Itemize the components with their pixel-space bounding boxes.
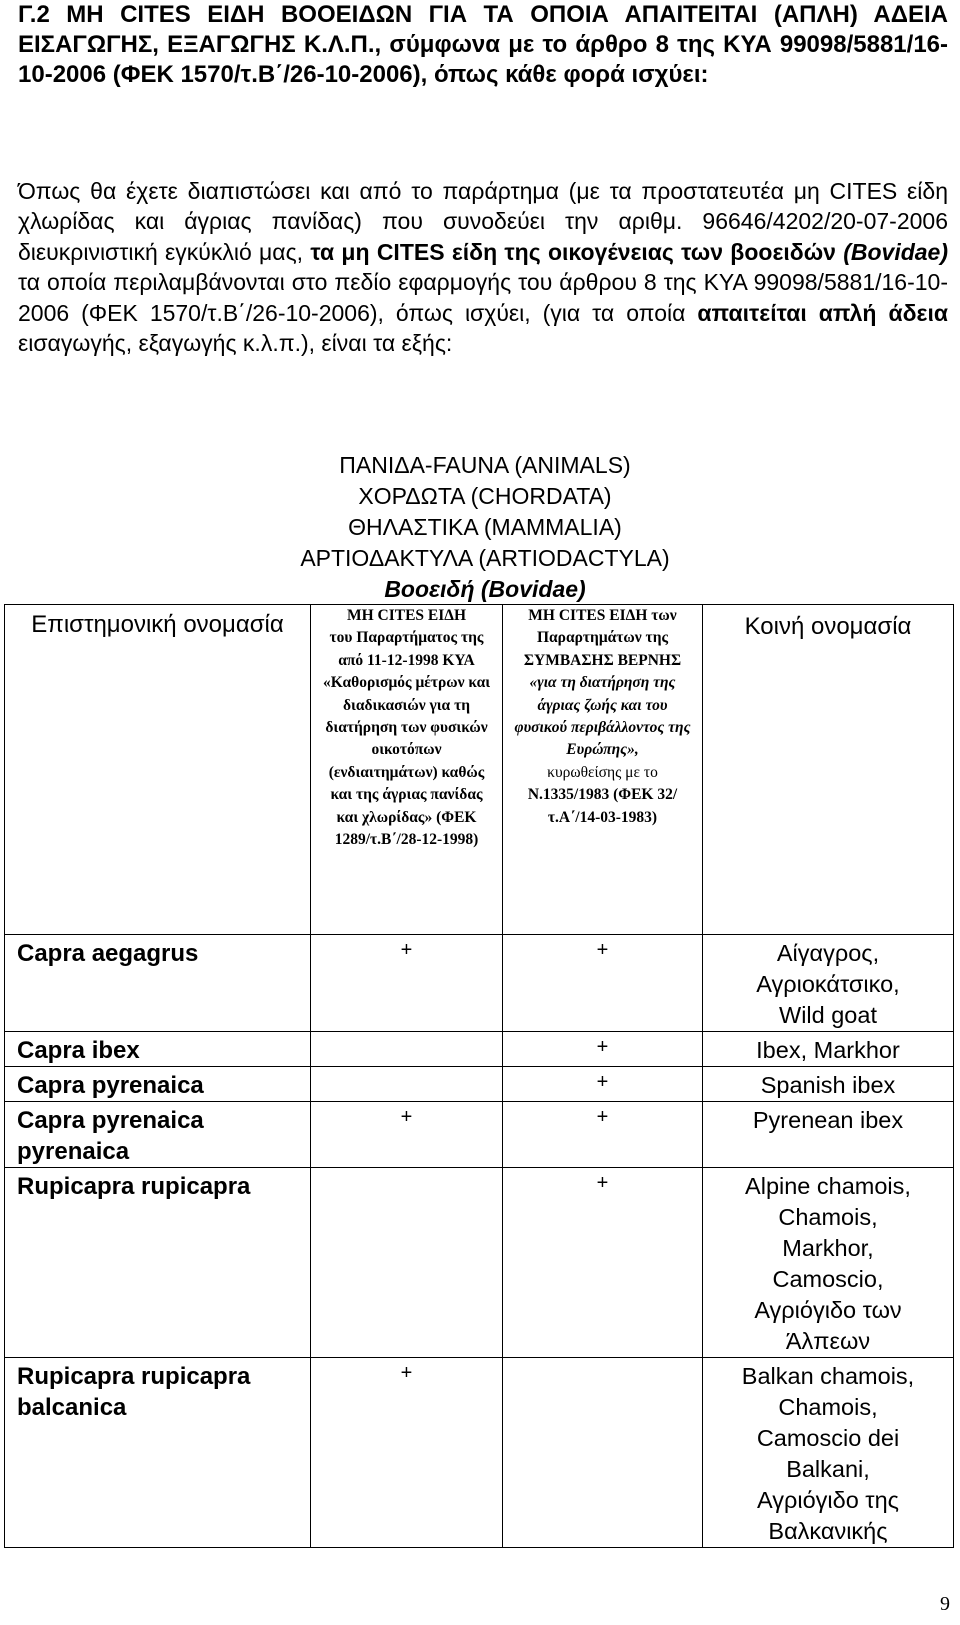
row-4-scientific: Capra pyrenaica pyrenaica	[5, 1102, 311, 1168]
header-annex-1998	[311, 605, 503, 935]
header-annex-1998-body: του Παραρτήματος της από 11-12-1998 ΚΥΑ «Καθορισμός μέτρων και διαδικασιών για τη διατήρηση των φυσικών οικοτόπων (ενδιαιτημάτων) καθώς και της άγριας πανίδας και χλωρίδας» (ΦΕΚ 1289/τ.Β΄/28-12-1998)	[322, 629, 491, 849]
table-row	[5, 1358, 954, 1548]
taxonomy-family: Βοοειδή (Bovidae)	[384, 576, 586, 602]
intro-bold-2: απαιτείται απλή άδεια	[697, 299, 948, 326]
row-2-common: Ibex, Markhor	[703, 1032, 954, 1067]
header-common-name: Κοινή ονομασία	[703, 605, 954, 935]
table-header-row	[5, 605, 954, 935]
row-4-annex-mark: +	[311, 1102, 503, 1168]
taxonomy-kingdom: ΠΑΝΙΔΑ-FAUNA (ANIMALS)	[339, 452, 631, 478]
table-row	[5, 1067, 954, 1102]
table-row	[5, 1032, 954, 1067]
header-annex-1998-title: ΜΗ CITES ΕΙΔΗ	[346, 607, 467, 624]
row-2-annex-mark	[311, 1032, 503, 1067]
table-row	[5, 1102, 954, 1168]
taxonomy-order: ΑΡΤΙΟΔΑΚΤΥΛΑ (ARTIODACTYLA)	[300, 545, 670, 571]
row-3-bern-mark: +	[503, 1067, 703, 1102]
taxonomy-block	[165, 450, 805, 605]
row-3-annex-mark	[311, 1067, 503, 1102]
taxonomy-phylum: ΧΟΡΔΩΤΑ (CHORDATA)	[358, 483, 612, 509]
row-6-annex-mark: +	[311, 1358, 503, 1548]
row-6-bern-mark	[503, 1358, 703, 1548]
row-2-scientific: Capra ibex	[5, 1032, 311, 1067]
row-1-annex-mark: +	[311, 935, 503, 1032]
section-heading: Γ.2 ΜΗ CITES ΕΙΔΗ ΒΟΟΕΙΔΩΝ ΓΙΑ ΤΑ ΟΠΟΙΑ ΑΠΑΙΤΕΙΤΑΙ (ΑΠΛΗ) ΑΔΕΙΑ ΕΙΣΑΓΩΓΗΣ, ΕΞΑΓΩΓΗΣ Κ.Λ.Π., σύμφωνα με το άρθρο 8 της ΚΥΑ 99098/5881/16-10-2006 (ΦΕΚ 1570/τ.Β΄/26-10-2006), όπως κάθε φορά ισχύει:	[18, 1, 948, 88]
header-bern-law: Ν.1335/1983 (ΦΕΚ 32/τ.Α΄/14-03-1983)	[527, 786, 678, 826]
header-bern-italic: «για τη διατήρηση της άγριας ζωής και του φυσικού περιβάλλοντος της Ευρώπης»,	[514, 674, 691, 759]
row-6-common: Balkan chamois, Chamois, Camoscio dei Balkani, Αγριόγιδο της Βαλκανικής	[703, 1358, 954, 1548]
intro-text-3: εισαγωγής, εξαγωγής κ.λ.π.), είναι τα εξής:	[18, 330, 453, 357]
row-4-bern-mark: +	[503, 1102, 703, 1168]
row-2-bern-mark: +	[503, 1032, 703, 1067]
intro-bold-italic-1: (Bovidae)	[843, 238, 949, 265]
row-1-scientific: Capra aegagrus	[5, 935, 311, 1032]
row-5-scientific: Rupicapra rupicapra	[5, 1168, 311, 1358]
taxonomy-class: ΘΗΛΑΣΤΙΚΑ (MAMMALIA)	[348, 514, 622, 540]
row-5-common: Alpine chamois, Chamois, Markhor, Camoscio, Αγριόγιδο των Άλπεων	[703, 1168, 954, 1358]
row-3-common: Spanish ibex	[703, 1067, 954, 1102]
row-6-scientific: Rupicapra rupicapra balcanica	[5, 1358, 311, 1548]
intro-text-2: τα οποία περιλαμβάνονται στο πεδίο εφαρμογής του άρθρου 8 της ΚΥΑ 99098/5881/16-10-2006 (ΦΕΚ 1570/τ.Β΄/26-10-2006), όπως ισχύει, (για τα οποία	[18, 269, 948, 326]
header-bern-convention	[503, 605, 703, 935]
intro-bold-1: τα μη CITES είδη της οικογένειας των βοοειδών	[310, 238, 836, 265]
row-5-annex-mark	[311, 1168, 503, 1358]
row-1-common: Αίγαγρος, Αγριοκάτσικο, Wild goat	[703, 935, 954, 1032]
header-bern-plain: κυρωθείσης με το	[547, 763, 658, 781]
species-table	[4, 604, 954, 1548]
row-1-bern-mark: +	[503, 935, 703, 1032]
table-row	[5, 935, 954, 1032]
row-4-common: Pyrenean ibex	[703, 1102, 954, 1168]
table-row	[5, 1168, 954, 1358]
page-number: 9	[940, 1593, 950, 1615]
row-5-bern-mark: +	[503, 1168, 703, 1358]
header-bern-title: ΜΗ CITES ΕΙΔΗ των Παραρτημάτων της ΣΥΜΒΑΣΗΣ ΒΕΡΝΗΣ	[523, 607, 682, 669]
intro-paragraph	[18, 176, 948, 358]
row-3-scientific: Capra pyrenaica	[5, 1067, 311, 1102]
header-scientific-name: Επιστημονική ονομασία	[5, 605, 311, 935]
intro-text-1: Όπως θα έχετε διαπιστώσει και από το παράρτημα (με τα προστατευτέα μη CITES είδη χλωρίδας και άγριας πανίδας) που συνοδεύει την αριθμ. 96646/4202/20-07-2006 διευκρινιστική εγκύκλιό μας,	[18, 178, 948, 265]
